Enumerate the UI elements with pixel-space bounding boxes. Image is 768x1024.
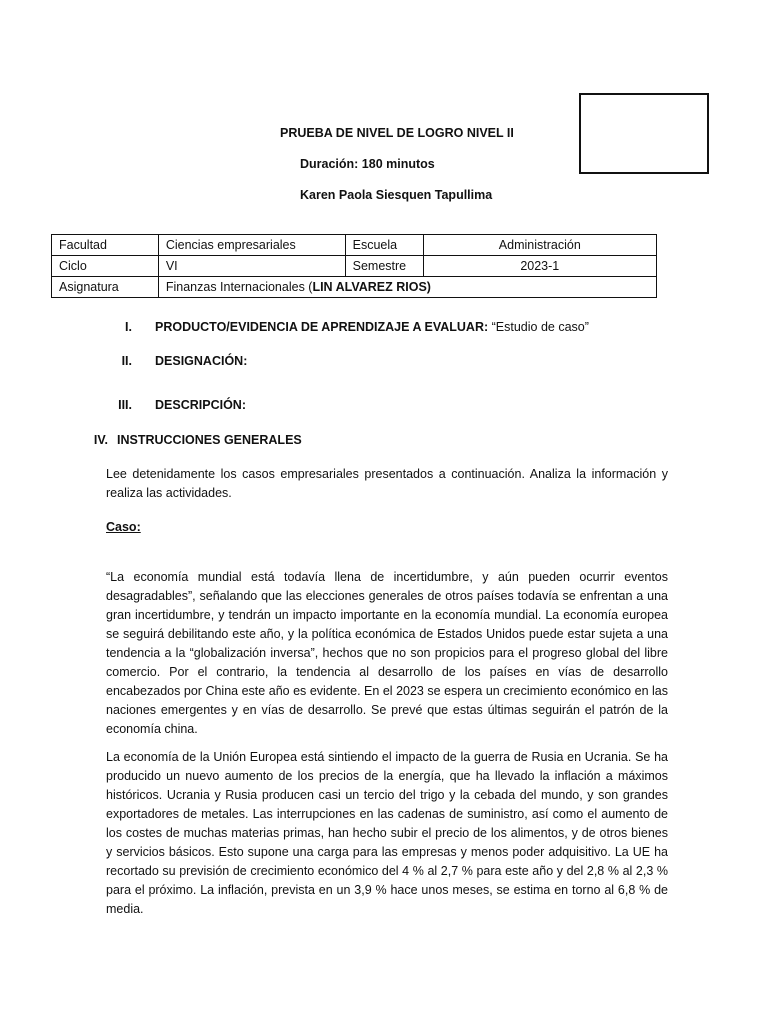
student-name: Karen Paola Siesquen Tapullima <box>300 188 493 202</box>
info-table <box>51 234 657 298</box>
section-number: II. <box>121 354 132 368</box>
table-cell: Facultad <box>52 235 159 256</box>
table-cell: Asignatura <box>52 277 159 298</box>
table-row <box>52 235 657 256</box>
section-value: “Estudio de caso” <box>491 320 589 334</box>
table-cell: Escuela <box>345 235 423 256</box>
asignatura-teacher: LIN ALVAREZ RIOS) <box>312 280 431 294</box>
caso-heading: Caso: <box>106 520 141 534</box>
instructions-text: Lee detenidamente los casos empresariales presentados a continuación. Analiza la información y realiza las actividades. <box>106 467 668 500</box>
table-cell: Ciencias empresariales <box>158 235 345 256</box>
section-number: IV. <box>93 433 108 447</box>
table-cell: 2023-1 <box>423 256 656 277</box>
table-cell <box>158 277 656 298</box>
table-cell: Administración <box>423 235 656 256</box>
case-paragraph-2: La economía de la Unión Europea está sintiendo el impacto de la guerra de Rusia en Ucrania. Se ha producido un nuevo aumento de los precios de la energía, que ha llevado la inflación a máximos históricos. Ucrania y Rusia producen casi un tercio del trigo y la cebada del mundo, y son grandes exportadores de metales. Las interrupciones en las cadenas de suministro, así como el aumento de los costes de muchas materias primas, han hecho subir el precio de los alimentos, y de otros bienes y servicios básicos. Esto supone una carga para las empresas y menos poder adquisitivo. La UE ha recortado su previsión de crecimiento económico del 4 % al 2,7 % para este año y del 2,8 % al 2,3 % para el próximo. La inflación, prevista en un 3,9 % hace unos meses, se estima en torno al 6,8 % de media. <box>106 750 668 916</box>
section-number: III. <box>118 398 132 412</box>
section-number: I. <box>125 320 132 334</box>
duration-line: Duración: 180 minutos <box>300 157 435 171</box>
table-row <box>52 277 657 298</box>
case-paragraph-1: “La economía mundial está todavía llena de incertidumbre, y aún pueden ocurrir eventos desagradables”, señalando que las elecciones generales de otros países todavía se enfrentan a una gran incertidumbre, y tendrán un impacto importante en la economía mundial. La economía europea se seguirá debilitando este año, y la política económica de Estados Unidos puede estar sujeta a una tendencia a la “globalización inversa”, hechos que no son propicios para el progreso global del libre comercio. Por el contrario, la tendencia al desarrollo de los países en vías de desarrollo encabezados por China este año es evidente. En el 2023 se espera un crecimiento económico en las naciones emergentes y en vías de desarrollo. Se prevé que estas últimas seguirán el patrón de la economía china. <box>106 570 668 736</box>
table-cell: Semestre <box>345 256 423 277</box>
table-row <box>52 256 657 277</box>
section-heading: INSTRUCCIONES GENERALES <box>117 433 302 447</box>
document-title: PRUEBA DE NIVEL DE LOGRO NIVEL II <box>280 126 514 140</box>
table-cell: Ciclo <box>52 256 159 277</box>
table-cell: VI <box>158 256 345 277</box>
section-heading: DESIGNACIÓN: <box>155 354 248 368</box>
grade-box <box>579 93 709 174</box>
asignatura-course: Finanzas Internacionales ( <box>165 280 313 294</box>
section-heading: DESCRIPCIÓN: <box>155 398 246 412</box>
section-heading: PRODUCTO/EVIDENCIA DE APRENDIZAJE A EVALUAR: <box>155 320 489 334</box>
